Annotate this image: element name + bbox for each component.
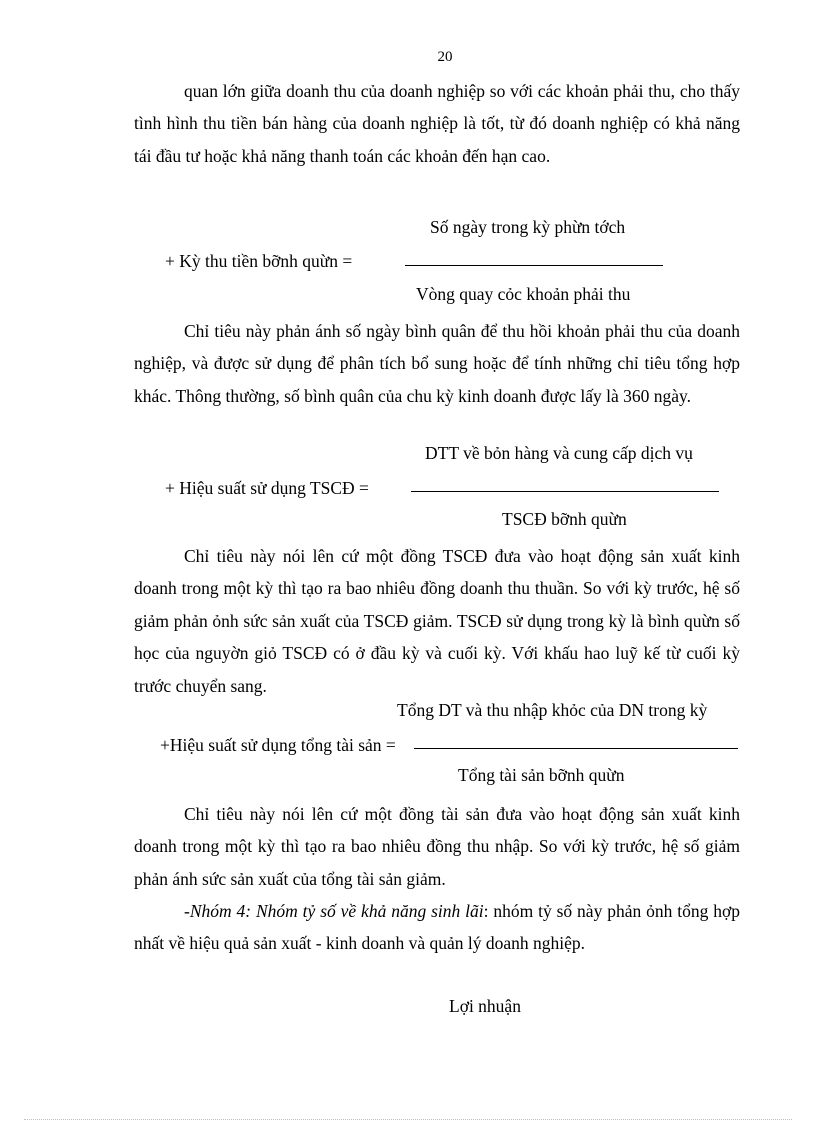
- formula-numerator: Lợi nhuận: [449, 996, 521, 1016]
- paragraph-fixed-asset-explanation: Chỉ tiêu này nói lên cứ một đồng TSCĐ đưa vào hoạt động sản xuất kinh doanh trong một kỳ thì tạo ra bao nhiêu đồng doanh thu thuần. So với kỳ trước, hệ số giảm phản ỏnh sức sản xuất của TSCĐ giảm. TSCĐ sử dụng trong kỳ là bình quừn số học của nguyờn giỏ TSCĐ có ở đầu kỳ và cuối kỳ. Với khấu hao luỹ kế từ cuối kỳ trước chuyển sang.: [134, 546, 740, 696]
- formula-denominator: Vòng quay cỏc khoản phải thu: [416, 284, 631, 304]
- formula-label: + Hiệu suất sử dụng TSCĐ =: [165, 478, 369, 498]
- formula-fraction-bar: [414, 748, 738, 749]
- group-heading: -Nhóm 4: Nhóm tỷ số về khả năng sinh lãi: [184, 901, 484, 921]
- formula-numerator: DTT về bỏn hàng và cung cấp dịch vụ: [425, 443, 693, 463]
- formula-fraction-bar: [405, 265, 663, 266]
- paragraph-collection-period-explanation: Chỉ tiêu này phản ánh số ngày bình quân để thu hồi khoản phải thu của doanh nghiệp, và được sử dụng để phân tích bổ sung hoặc để tính những chỉ tiêu tổng hợp khác. Thông thường, số bình quân của chu kỳ kinh doanh được lấy là 360 ngày.: [134, 321, 740, 406]
- formula-collection-period: [0, 217, 816, 317]
- formula-numerator: Số ngày trong kỳ phừn tớch: [430, 217, 626, 237]
- paragraph-receivables-conclusion: quan lớn giữa doanh thu của doanh nghiệp so với các khoản phải thu, cho thấy tình hình thu tiền bán hàng của doanh nghiệp là tốt, từ đó doanh nghiệp có khả năng tái đầu tư hoặc khả năng thanh toán các khoản đến hạn cao.: [134, 81, 740, 166]
- group-description: : nhóm tỷ số này phản ỏnh tổng hợp nhất về hiệu quả sản xuất - kinh doanh và quản lý doanh nghiệp.: [134, 901, 740, 954]
- formula-denominator: TSCĐ bỡnh quừn: [502, 509, 627, 529]
- formula-fraction-bar: [411, 491, 719, 492]
- formula-numerator: Tổng DT và thu nhập khỏc của DN trong kỳ: [397, 700, 708, 720]
- paragraph-total-asset-explanation: Chỉ tiêu này nói lên cứ một đồng tài sản đưa vào hoạt động sản xuất kinh doanh trong một kỳ thì tạo ra bao nhiêu đồng thu nhập. So với kỳ trước, hệ số giảm phản ánh sức sản xuất của tổng tài sản giảm.: [134, 804, 740, 889]
- formula-label: +Hiệu suất sử dụng tổng tài sản =: [160, 735, 396, 755]
- formula-denominator: Tổng tài sản bỡnh quừn: [458, 765, 625, 785]
- page-bottom-border: [24, 1119, 792, 1120]
- formula-total-asset-efficiency: [0, 700, 816, 800]
- paragraph-profitability-group: [134, 895, 740, 960]
- formula-label: + Kỳ thu tiền bỡnh quừn =: [165, 251, 353, 271]
- formula-fixed-asset-efficiency: [0, 443, 816, 543]
- page-number: 20: [437, 49, 453, 65]
- formula-profit-ratio: [0, 996, 816, 1036]
